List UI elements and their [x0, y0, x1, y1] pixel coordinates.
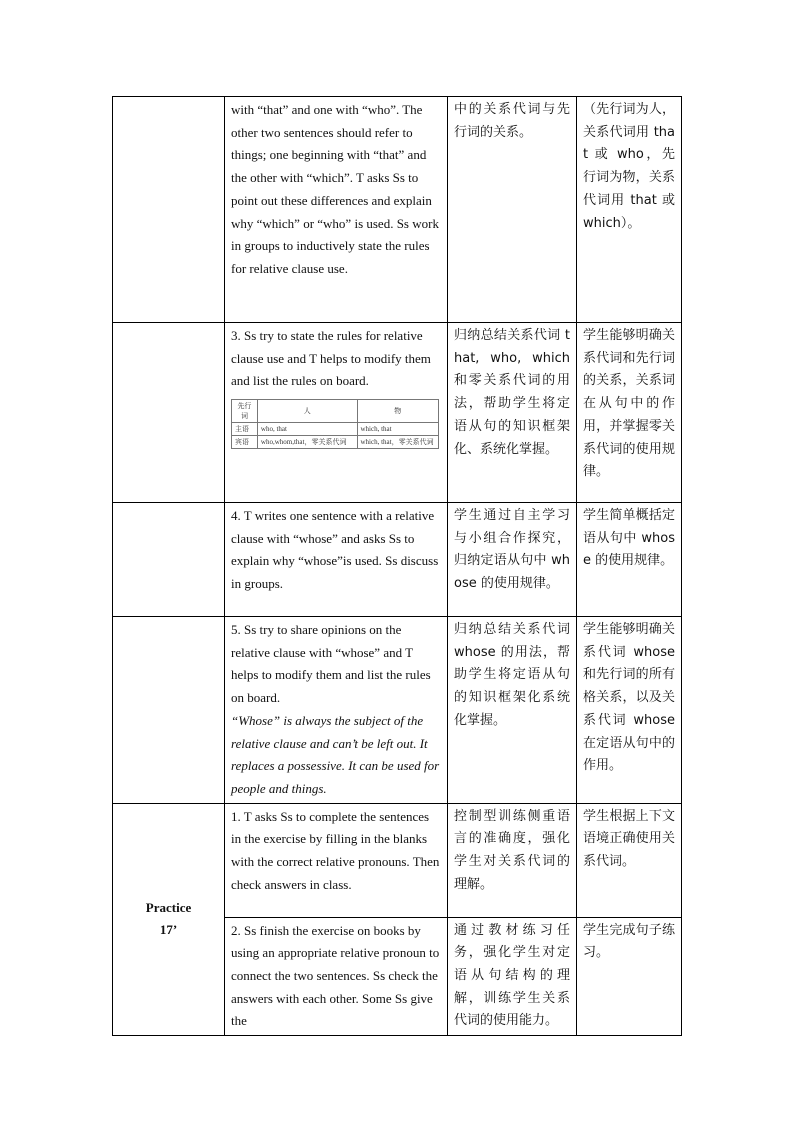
activity-text: 3. Ss try to state the rules for relative clause use and T helps to modify them and list the rules on board.: [231, 328, 431, 389]
stage-name: Practice: [145, 900, 192, 916]
whose-rule-text: “Whose” is always the subject of the relative clause and can’t be left out. It replaces a possessive. It can be used for people and things.: [231, 712, 440, 796]
intent-cell: 归纳总结关系代词 whose 的用法，帮助学生将定语从句的知识框架化系统化掌握。: [448, 617, 577, 804]
stage-cell: [113, 97, 225, 323]
table-cell: who,whom,that，零关系代词: [257, 436, 357, 449]
effect-cell: （先行词为人，关系代词用 that 或 who，先行词为物，关系代词用 that 或 which）。: [577, 97, 682, 323]
effect-cell: 学生完成句子练习。: [577, 917, 682, 1036]
stage-cell: [113, 617, 225, 804]
table-cell: which, that，零关系代词: [357, 436, 439, 449]
activity-cell: 4. T writes one sentence with a relative clause with “whose” and asks Ss to explain why “whose”is used. Ss discuss in groups.: [225, 503, 448, 617]
activity-cell: 2. Ss finish the exercise on books by using an appropriate relative pronoun to connect the two sentences. Ss check the answers with each other. Some Ss give the: [225, 917, 448, 1036]
table-cell: who, that: [257, 423, 357, 436]
table-cell: 物: [357, 400, 439, 423]
intent-cell: 学生通过自主学习与小组合作探究，归纳定语从句中 whose 的使用规律。: [448, 503, 577, 617]
table-row: [113, 323, 682, 503]
table-row: [113, 97, 682, 323]
stage-cell: [113, 323, 225, 503]
intent-cell: 控制型训练侧重语言的准确度，强化学生对关系代词的理解。: [448, 803, 577, 917]
stage-time: 17’: [159, 922, 178, 938]
table-row: [113, 503, 682, 617]
table-row: [113, 803, 682, 917]
table-cell: 人: [257, 400, 357, 423]
relative-pronoun-rule-table: [231, 399, 439, 449]
table-cell: 主语: [232, 423, 258, 436]
intent-cell: 归纳总结关系代词 that, who, which 和零关系代词的用法，帮助学生将定语从句的知识框架化、系统化掌握。: [448, 323, 577, 503]
intent-cell: 通过教材练习任务，强化学生对定语从句结构的理解，训练学生关系代词的使用能力。: [448, 917, 577, 1036]
activity-text: 5. Ss try to share opinions on the relative clause with “whose” and T helps to modify them and list the rules on board.: [231, 622, 431, 706]
activity-cell: with “that” and one with “who”. The other two sentences should refer to things; one beginning with “that” and the other with “which”. T asks Ss to point out these differences and explain why “which” or “who” is used. Ss work in groups to inductively state the rules for relative clause use.: [225, 97, 448, 323]
table-cell: which, that: [357, 423, 439, 436]
effect-cell: 学生能够明确关系代词 whose 和先行词的所有格关系，以及关系代词 whose 在定语从句中的作用。: [577, 617, 682, 804]
table-row: [232, 423, 439, 436]
lesson-plan-table: [112, 96, 682, 1036]
table-cell: 宾语: [232, 436, 258, 449]
table-cell: 先行词: [232, 400, 258, 423]
effect-cell: 学生根据上下文语境正确使用关系代词。: [577, 803, 682, 917]
table-row: [232, 400, 439, 423]
activity-cell: [225, 617, 448, 804]
effect-cell: 学生能够明确关系代词和先行词的关系，关系词在从句中的作用，并掌握零关系代词的使用规律。: [577, 323, 682, 503]
stage-cell: [113, 503, 225, 617]
practice-stage-cell: [113, 803, 225, 1036]
activity-cell: [225, 323, 448, 503]
table-row: [232, 436, 439, 449]
intent-cell: 中的关系代词与先行词的关系。: [448, 97, 577, 323]
activity-cell: 1. T asks Ss to complete the sentences in the exercise by filling in the blanks with the correct relative pronouns. Then check answers in class.: [225, 803, 448, 917]
table-row: [113, 617, 682, 804]
effect-cell: 学生简单概括定语从句中 whose 的使用规律。: [577, 503, 682, 617]
